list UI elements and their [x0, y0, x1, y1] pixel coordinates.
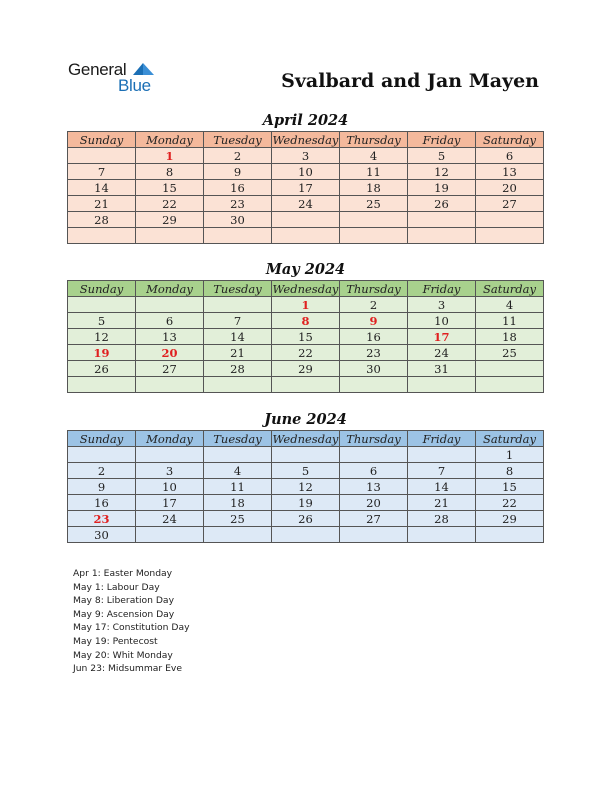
weekday-header: Saturday: [476, 431, 544, 447]
day-cell: 18: [340, 180, 408, 196]
day-cell: 6: [476, 148, 544, 164]
empty-cell: [476, 377, 544, 393]
day-cell: 10: [136, 479, 204, 495]
day-cell: 29: [476, 511, 544, 527]
day-cell: 28: [204, 361, 272, 377]
day-cell: 13: [476, 164, 544, 180]
holiday-day-cell: 1: [136, 148, 204, 164]
holiday-item: Jun 23: Midsummar Eve: [73, 663, 183, 675]
week-row: [68, 196, 544, 212]
week-row: [68, 463, 544, 479]
empty-cell: [204, 228, 272, 244]
month-april: [67, 111, 544, 244]
day-cell: 8: [476, 463, 544, 479]
holiday-item: May 9: Ascension Day: [73, 608, 175, 620]
empty-cell: [340, 212, 408, 228]
empty-cell: [68, 447, 136, 463]
logo-word-general: General: [68, 60, 127, 79]
brand-logo: [68, 60, 168, 96]
month-title: May 2024: [265, 261, 346, 278]
day-cell: 2: [340, 297, 408, 313]
day-cell: 23: [204, 196, 272, 212]
empty-cell: [204, 297, 272, 313]
empty-cell: [272, 228, 340, 244]
weekday-header: Thursday: [340, 431, 408, 447]
empty-cell: [272, 377, 340, 393]
week-row: [68, 361, 544, 377]
empty-cell: [68, 148, 136, 164]
holiday-day-cell: 20: [136, 345, 204, 361]
empty-cell: [408, 228, 476, 244]
day-cell: 22: [272, 345, 340, 361]
day-cell: 22: [476, 495, 544, 511]
empty-cell: [272, 212, 340, 228]
weekday-header: Monday: [136, 281, 204, 297]
day-cell: 2: [68, 463, 136, 479]
day-cell: 29: [272, 361, 340, 377]
day-cell: 19: [272, 495, 340, 511]
empty-cell: [340, 228, 408, 244]
day-cell: 17: [136, 495, 204, 511]
day-cell: 27: [476, 196, 544, 212]
day-cell: 6: [136, 313, 204, 329]
day-cell: 16: [204, 180, 272, 196]
day-cell: 28: [408, 511, 476, 527]
holiday-item: May 20: Whit Monday: [73, 649, 173, 661]
day-cell: 29: [136, 212, 204, 228]
day-cell: 5: [272, 463, 340, 479]
empty-cell: [476, 361, 544, 377]
empty-cell: [408, 377, 476, 393]
empty-cell: [272, 447, 340, 463]
empty-cell: [204, 377, 272, 393]
day-cell: 9: [68, 479, 136, 495]
empty-cell: [476, 228, 544, 244]
calendar-grid: [67, 131, 544, 244]
day-cell: 23: [340, 345, 408, 361]
day-cell: 26: [408, 196, 476, 212]
month-may: [67, 260, 544, 393]
holiday-item: May 17: Constitution Day: [73, 622, 190, 634]
day-cell: 19: [408, 180, 476, 196]
day-cell: 14: [204, 329, 272, 345]
day-cell: 9: [204, 164, 272, 180]
day-cell: 14: [68, 180, 136, 196]
week-row: [68, 495, 544, 511]
day-cell: 15: [476, 479, 544, 495]
day-cell: 8: [136, 164, 204, 180]
day-cell: 2: [204, 148, 272, 164]
empty-cell: [136, 527, 204, 543]
weekday-header-row: [68, 281, 544, 297]
empty-cell: [136, 447, 204, 463]
day-cell: 3: [272, 148, 340, 164]
day-cell: 30: [68, 527, 136, 543]
week-row: [68, 228, 544, 244]
day-cell: 26: [68, 361, 136, 377]
holiday-item: May 1: Labour Day: [73, 581, 160, 593]
weekday-header: Wednesday: [272, 132, 339, 147]
holiday-list: [73, 567, 190, 676]
day-cell: 12: [68, 329, 136, 345]
day-cell: 10: [408, 313, 476, 329]
weekday-header: Sunday: [68, 132, 136, 148]
weekday-header: Monday: [136, 431, 204, 447]
day-cell: 25: [476, 345, 544, 361]
week-row: [68, 297, 544, 313]
holiday-day-cell: 23: [68, 511, 136, 527]
day-cell: 13: [340, 479, 408, 495]
day-cell: 15: [272, 329, 340, 345]
day-cell: 7: [204, 313, 272, 329]
empty-cell: [476, 212, 544, 228]
empty-cell: [204, 527, 272, 543]
day-cell: 12: [408, 164, 476, 180]
weekday-header: Monday: [136, 132, 204, 148]
empty-cell: [136, 297, 204, 313]
day-cell: 24: [136, 511, 204, 527]
weekday-header: Wednesday: [272, 281, 339, 296]
holiday-day-cell: 1: [272, 297, 340, 313]
week-row: [68, 313, 544, 329]
empty-cell: [136, 377, 204, 393]
month-title: April 2024: [262, 112, 349, 129]
weekday-header: Friday: [408, 281, 476, 297]
empty-cell: [68, 377, 136, 393]
empty-cell: [408, 212, 476, 228]
day-cell: 13: [136, 329, 204, 345]
day-cell: 25: [340, 196, 408, 212]
holiday-day-cell: 9: [340, 313, 408, 329]
week-row: [68, 447, 544, 463]
day-cell: 27: [136, 361, 204, 377]
weekday-header-row: [68, 431, 544, 447]
day-cell: 4: [340, 148, 408, 164]
day-cell: 27: [340, 511, 408, 527]
day-cell: 31: [408, 361, 476, 377]
page-title: Svalbard and Jan Mayen: [281, 70, 539, 92]
empty-cell: [68, 297, 136, 313]
weekday-header: Sunday: [68, 281, 136, 297]
weekday-header: Thursday: [340, 132, 408, 148]
day-cell: 12: [272, 479, 340, 495]
day-cell: 5: [408, 148, 476, 164]
empty-cell: [340, 377, 408, 393]
day-cell: 18: [476, 329, 544, 345]
holiday-day-cell: 19: [68, 345, 136, 361]
day-cell: 24: [272, 196, 340, 212]
day-cell: 3: [408, 297, 476, 313]
empty-cell: [68, 228, 136, 244]
day-cell: 22: [136, 196, 204, 212]
day-cell: 21: [68, 196, 136, 212]
day-cell: 30: [204, 212, 272, 228]
day-cell: 11: [476, 313, 544, 329]
day-cell: 4: [476, 297, 544, 313]
holiday-day-cell: 17: [408, 329, 476, 345]
week-row: [68, 527, 544, 543]
week-row: [68, 377, 544, 393]
holiday-item: Apr 1: Easter Monday: [73, 568, 173, 579]
day-cell: 3: [136, 463, 204, 479]
day-cell: 20: [340, 495, 408, 511]
day-cell: 11: [340, 164, 408, 180]
empty-cell: [204, 447, 272, 463]
day-cell: 7: [68, 164, 136, 180]
day-cell: 25: [204, 511, 272, 527]
day-cell: 26: [272, 511, 340, 527]
weekday-header: Tuesday: [204, 281, 272, 297]
weekday-header: Friday: [408, 132, 476, 148]
day-cell: 10: [272, 164, 340, 180]
logo-word-blue: Blue: [118, 76, 151, 95]
holiday-day-cell: 8: [272, 313, 340, 329]
weekday-header: Friday: [408, 431, 476, 447]
day-cell: 20: [476, 180, 544, 196]
week-row: [68, 212, 544, 228]
empty-cell: [136, 228, 204, 244]
day-cell: 16: [68, 495, 136, 511]
day-cell: 24: [408, 345, 476, 361]
day-cell: 1: [476, 447, 544, 463]
logo-triangle-icon: [133, 62, 155, 76]
day-cell: 4: [204, 463, 272, 479]
day-cell: 15: [136, 180, 204, 196]
week-row: [68, 180, 544, 196]
calendar-grid: [67, 280, 544, 393]
empty-cell: [476, 527, 544, 543]
week-row: [68, 329, 544, 345]
weekday-header-row: [68, 132, 544, 148]
empty-cell: [340, 527, 408, 543]
day-cell: 21: [204, 345, 272, 361]
week-row: [68, 345, 544, 361]
empty-cell: [408, 527, 476, 543]
day-cell: 16: [340, 329, 408, 345]
empty-cell: [272, 527, 340, 543]
day-cell: 7: [408, 463, 476, 479]
empty-cell: [408, 447, 476, 463]
week-row: [68, 479, 544, 495]
empty-cell: [340, 447, 408, 463]
week-row: [68, 511, 544, 527]
weekday-header: Tuesday: [204, 431, 272, 447]
calendar-grid: [67, 430, 544, 543]
week-row: [68, 164, 544, 180]
day-cell: 17: [272, 180, 340, 196]
day-cell: 30: [340, 361, 408, 377]
day-cell: 6: [340, 463, 408, 479]
weekday-header: Thursday: [340, 281, 408, 297]
month-title: June 2024: [264, 411, 347, 428]
day-cell: 18: [204, 495, 272, 511]
day-cell: 11: [204, 479, 272, 495]
weekday-header: Saturday: [476, 132, 544, 148]
week-row: [68, 148, 544, 164]
day-cell: 21: [408, 495, 476, 511]
weekday-header: Tuesday: [204, 132, 272, 148]
weekday-header: Sunday: [68, 431, 136, 447]
day-cell: 28: [68, 212, 136, 228]
weekday-header: Wednesday: [272, 431, 339, 446]
month-june: [67, 410, 544, 543]
weekday-header: Saturday: [476, 281, 544, 297]
holiday-item: May 8: Liberation Day: [73, 595, 174, 607]
day-cell: 14: [408, 479, 476, 495]
day-cell: 5: [68, 313, 136, 329]
holiday-item: May 19: Pentecost: [73, 635, 158, 647]
